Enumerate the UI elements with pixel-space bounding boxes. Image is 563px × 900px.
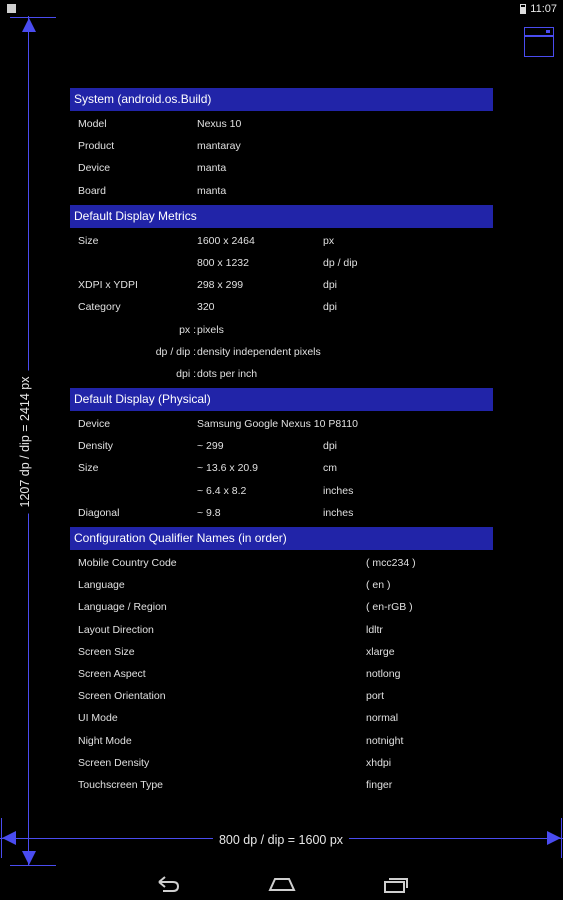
row-label: Screen Orientation	[78, 690, 166, 703]
list-item	[70, 135, 493, 157]
row-unit: dpi	[323, 279, 338, 292]
navigation-bar	[0, 866, 563, 900]
list-item	[70, 685, 493, 707]
row-value: notnight	[366, 734, 404, 747]
row-label: Board	[78, 184, 107, 197]
row-label: Category	[78, 301, 121, 314]
row-value: manta	[197, 162, 227, 175]
list-item	[70, 774, 493, 796]
row-value: ( en )	[366, 579, 391, 592]
row-value: ldltr	[366, 623, 383, 636]
list-item	[70, 552, 493, 574]
list-item	[70, 641, 493, 663]
notification-icon	[7, 4, 16, 13]
back-icon[interactable]	[153, 874, 183, 894]
overflow-menu-icon[interactable]	[524, 27, 554, 57]
row-unit: dpi	[323, 301, 338, 314]
arrow-down-icon	[22, 851, 36, 865]
home-icon[interactable]	[267, 874, 297, 894]
arrow-up-icon	[22, 18, 36, 32]
list-item	[70, 457, 493, 479]
row-label: Screen Density	[78, 756, 150, 769]
section-header-physical: Default Display (Physical)	[70, 388, 493, 411]
row-label: Product	[78, 140, 115, 153]
list-item	[70, 435, 493, 457]
recents-icon[interactable]	[382, 874, 412, 894]
row-label: Device	[78, 418, 111, 431]
list-item	[70, 574, 493, 596]
row-label: Device	[78, 162, 111, 175]
status-time: 11:07	[530, 3, 557, 15]
row-value: ( en-rGB )	[366, 601, 413, 614]
row-value: mantaray	[197, 140, 241, 153]
list-item	[70, 413, 493, 435]
section-header-metrics: Default Display Metrics	[70, 205, 493, 228]
legend-key: px :	[179, 323, 196, 336]
row-unit: inches	[323, 506, 354, 519]
row-value: ( mcc234 )	[366, 557, 416, 569]
section-header-system: System (android.os.Build)	[70, 88, 493, 111]
status-right	[520, 2, 557, 16]
section-header-qualifiers: Configuration Qualifier Names (in order)	[70, 527, 493, 550]
list-item	[70, 157, 493, 179]
list-item	[70, 113, 493, 135]
arrow-right-icon	[547, 831, 561, 845]
row-unit: inches	[323, 484, 354, 497]
list-item	[70, 752, 493, 774]
row-value: manta	[197, 184, 227, 197]
list-item	[70, 596, 493, 618]
list-item	[70, 230, 493, 252]
list-item	[70, 730, 493, 752]
legend-desc: dots per inch	[197, 367, 258, 380]
row-label: Diagonal	[78, 506, 120, 519]
row-label: UI Mode	[78, 712, 118, 725]
info-list[interactable]	[70, 88, 493, 796]
row-label: Mobile Country Code	[78, 557, 177, 569]
row-label: Touchscreen Type	[78, 778, 164, 791]
row-unit: px	[323, 234, 335, 247]
row-label: Layout Direction	[78, 623, 154, 636]
row-value: 320	[197, 301, 215, 314]
list-item	[70, 274, 493, 296]
list-item	[70, 663, 493, 685]
row-label: XDPI x YDPI	[78, 279, 138, 292]
list-item	[70, 502, 493, 524]
row-value: normal	[366, 712, 399, 725]
legend-desc: pixels	[197, 323, 224, 336]
list-item	[70, 180, 493, 202]
row-value: Samsung Google Nexus 10 P8110	[197, 418, 358, 431]
row-value: 800 x 1232	[197, 256, 249, 269]
list-item	[70, 296, 493, 318]
legend-key: dpi :	[176, 367, 196, 380]
row-label: Size	[78, 234, 99, 247]
vertical-measure-label: 1207 dp / dip = 2414 px	[18, 370, 32, 513]
row-value: ~ 9.8	[197, 506, 221, 519]
row-value: xlarge	[366, 645, 395, 658]
list-item	[70, 707, 493, 729]
legend-key: dp / dip :	[155, 345, 196, 358]
row-label: Density	[78, 440, 114, 453]
list-item	[70, 480, 493, 502]
row-label: Size	[78, 462, 99, 475]
row-value: port	[366, 690, 385, 703]
row-value: ~ 299	[197, 440, 224, 453]
row-unit: cm	[323, 462, 337, 475]
row-label: Language	[78, 579, 125, 592]
row-value: finger	[366, 778, 393, 791]
row-label: Night Mode	[78, 734, 132, 747]
arrow-left-icon	[2, 831, 16, 845]
row-label: Screen Size	[78, 645, 135, 658]
row-label: Model	[78, 118, 107, 130]
list-item	[70, 252, 493, 274]
row-unit: dpi	[323, 440, 338, 453]
row-value: notlong	[366, 667, 401, 680]
legend-item	[70, 341, 493, 363]
row-label: Screen Aspect	[78, 667, 146, 680]
horizontal-measure-label: 800 dp / dip = 1600 px	[213, 833, 349, 847]
row-value: ~ 13.6 x 20.9	[197, 462, 259, 475]
row-value: Nexus 10	[197, 118, 242, 130]
row-unit: dp / dip	[323, 256, 358, 269]
row-label: Language / Region	[78, 601, 167, 614]
row-value: 1600 x 2464	[197, 234, 255, 247]
list-item	[70, 619, 493, 641]
legend-item	[70, 319, 493, 341]
row-value: ~ 6.4 x 8.2	[197, 484, 247, 497]
legend-desc: density independent pixels	[197, 345, 321, 358]
row-value: xhdpi	[366, 756, 392, 769]
legend-item	[70, 363, 493, 385]
row-value: 298 x 299	[197, 279, 244, 292]
battery-icon	[520, 4, 526, 14]
status-bar	[0, 0, 563, 18]
